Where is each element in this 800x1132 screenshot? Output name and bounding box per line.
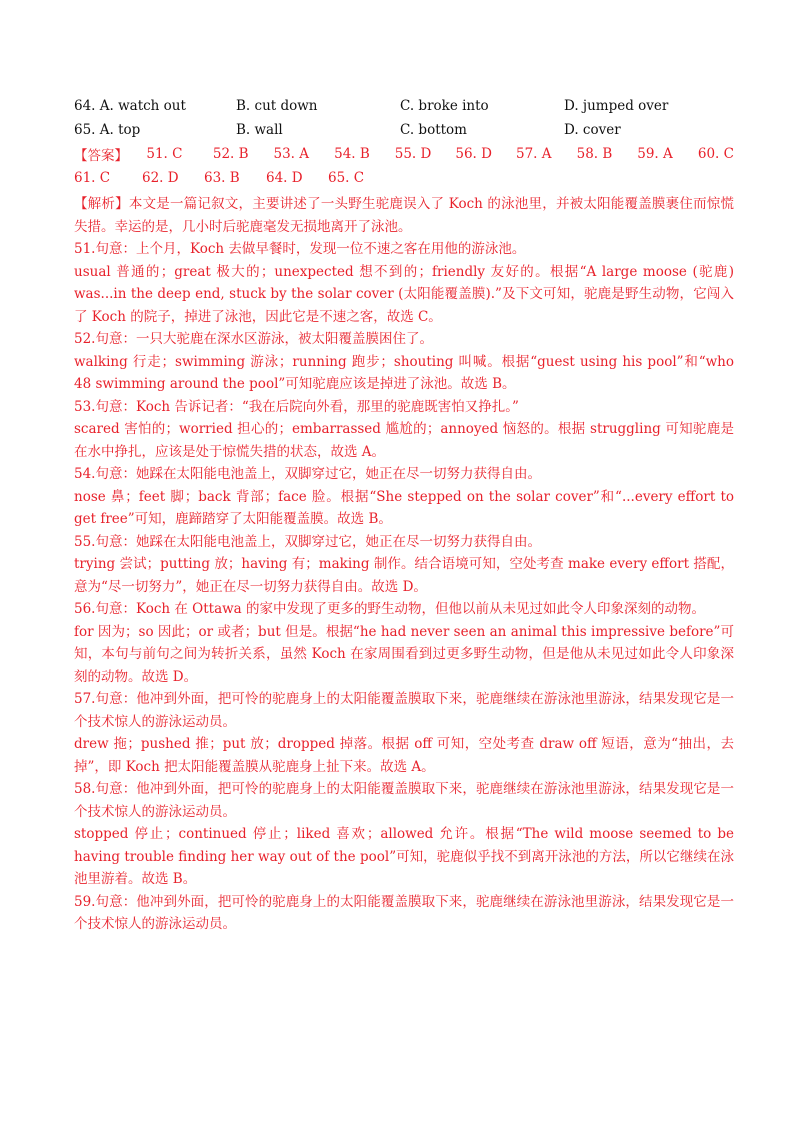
q55-translation: 55.句意：她踩在太阳能电池盖上，双脚穿过它，她正在尽一切努力获得自由。	[74, 533, 541, 550]
option-b: B. wall	[236, 122, 283, 138]
q58-translation: 58.句意：他冲到外面，把可怜的驼鹿身上的太阳能覆盖膜取下来，驼鹿继续在游泳池里游泳，结果发现它是一个技术惊人的游泳运动员。	[74, 781, 734, 820]
q56-translation: 56.句意：Koch 在 Ottawa 的家中发现了更多的野生动物，但他以前从未见过如此令人印象深刻的动物。	[74, 601, 706, 617]
option-d: D. jumped over	[564, 98, 669, 114]
answer-item: 54. B	[334, 146, 370, 162]
option-c: C. bottom	[400, 122, 467, 138]
answer-item: 52. B	[212, 146, 249, 162]
answer-item: 61. C	[74, 170, 111, 186]
answer-item: 51. C	[146, 146, 183, 162]
q52-explanation: walking 行走；swimming 游泳；running 跑步；shouting 叫喊。根据“guest using his pool”和“who 48 swimming around the pool”可知驼鹿应该是掉进了泳池。故选 B。	[74, 353, 734, 392]
options-row-64	[74, 94, 734, 118]
q54-explanation: nose 鼻；feet 脚；back 背部；face 脸。根据“She stepped on the solar cover”和“...every effort to get free”可知，鹿蹄踏穿了太阳能覆盖膜。故选 B。	[74, 488, 734, 527]
answer-item: 65. C	[328, 170, 365, 186]
q58-explanation: stopped 停止；continued 停止；liked 喜欢；allowed 允许。根据“The wild moose seemed to be having trouble finding her way out of the pool”可知，驼鹿似乎找不到离开泳池的方法，所以它继续在泳池里游着。故选 B。	[74, 826, 734, 887]
q51-translation: 51.句意：上个月，Koch 去做早餐时，发现一位不速之客在用他的游泳池。	[74, 241, 526, 257]
options-row-65	[74, 118, 734, 142]
q52-translation: 52.句意：一只大驼鹿在深水区游泳，被太阳覆盖膜困住了。	[74, 331, 433, 347]
answer-item: 55. D	[394, 146, 432, 162]
q57-explanation: drew 拖；pushed 推；put 放；dropped 掉落。根据 off 可知，空处考查 draw off 短语，意为“抽出，去掉”，即 Koch 把太阳能覆盖膜从驼鹿身上扯下来。故选 A。	[74, 736, 734, 775]
option-d: D. cover	[564, 122, 621, 138]
q53-translation: 53.句意：Koch 告诉记者：“我在后院向外看，那里的驼鹿既害怕又挣扎。”	[74, 398, 519, 415]
answer-item: 57. A	[515, 146, 552, 162]
option-a: 64. A. watch out	[74, 98, 186, 114]
option-c: C. broke into	[400, 98, 489, 114]
option-b: B. cut down	[236, 98, 318, 114]
answer-item: 56. D	[455, 146, 492, 162]
answer-key-row-2	[74, 166, 734, 190]
answer-item: 64. D	[266, 170, 303, 186]
answer-label: 【答案】	[74, 148, 128, 164]
answer-item: 59. A	[637, 146, 673, 162]
document-page	[74, 94, 734, 936]
answer-item: 62. D	[142, 170, 179, 186]
q55-explanation: trying 尝试；putting 放；having 有；making 制作。结合语境可知，空处考查 make every effort 搭配，意为“尽一切努力”，她正在尽一切努力获得自由。故选 D。	[74, 556, 734, 595]
q51-explanation: usual 普通的；great 极大的；unexpected 想不到的；friendly 友好的。根据“A large moose (驼鹿) was...in the deep end, stuck by the solar cover (太阳能覆盖膜).”及下文可知，驼鹿是野生动物，它闯入了 Koch 的院子，掉进了泳池，因此它是不速之客，故选 C。	[74, 263, 734, 325]
q56-explanation: for 因为；so 因此；or 或者；but 但是。根据“he had never seen an animal this impressive before”可知，本句与前句之间为转折关系，虽然 Koch 在家周围看到过更多野生动物，但是他从未见过如此令人印象深刻的动物。故选 D。	[74, 623, 734, 685]
q54-translation: 54.句意：她踩在太阳能电池盖上，双脚穿过它，她正在尽一切努力获得自由。	[74, 466, 541, 482]
answer-item: 63. B	[204, 170, 240, 186]
option-a: 65. A. top	[74, 122, 141, 138]
q57-translation: 57.句意：他冲到外面，把可怜的驼鹿身上的太阳能覆盖膜取下来，驼鹿继续在游泳池里游泳，结果发现它是一个技术惊人的游泳运动员。	[74, 691, 734, 730]
answer-item: 58. B	[576, 146, 613, 162]
answer-item: 53. A	[273, 146, 309, 162]
q59-translation: 59.句意：他冲到外面，把可怜的驼鹿身上的太阳能覆盖膜取下来，驼鹿继续在游泳池里游泳，结果发现它是一个技术惊人的游泳运动员。	[74, 893, 734, 932]
analysis-intro: 【解析】本文是一篇记叙文，主要讲述了一头野生驼鹿误入了 Koch 的泳池里，并被太阳能覆盖膜裹住而惊慌失措。幸运的是，几小时后驼鹿毫发无损地离开了泳池。	[74, 196, 734, 235]
answer-key-row-1	[74, 142, 734, 166]
answer-item: 60. C	[697, 146, 734, 162]
q53-explanation: scared 害怕的；worried 担心的；embarrassed 尴尬的；annoyed 恼怒的。根据 struggling 可知驼鹿是在水中挣扎，应该是处于惊慌失措的状态，故选 A。	[74, 421, 734, 460]
